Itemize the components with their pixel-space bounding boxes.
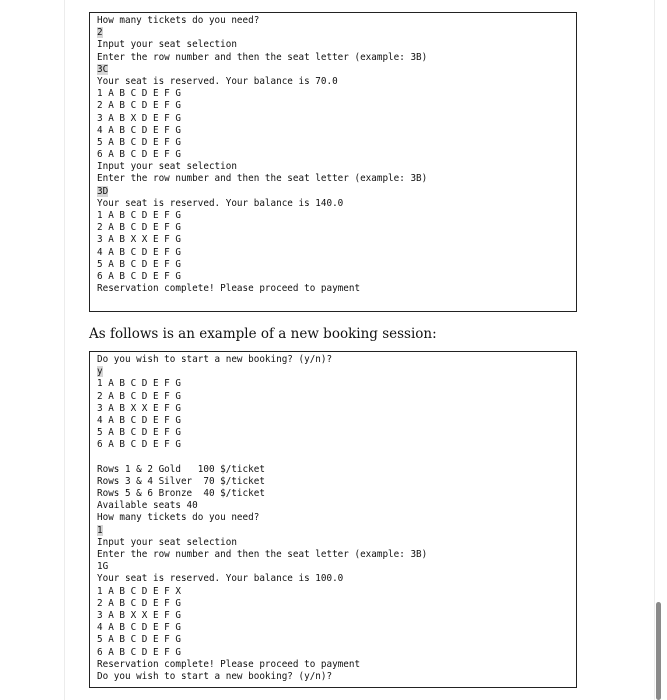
output-text: 3 A B X X E F G (97, 609, 181, 621)
console-output-line (97, 100, 576, 112)
output-text: Input your seat selection (97, 536, 237, 548)
console-output-line (97, 647, 576, 659)
user-input-text: 2 (97, 27, 103, 39)
console-output-line (97, 659, 576, 671)
output-text: How many tickets do you need? (97, 15, 260, 26)
console-user-input-line (97, 64, 576, 76)
output-text: 6 A B C D E F G (97, 270, 181, 282)
console-output-line (97, 76, 576, 88)
console-user-input-line (97, 366, 576, 378)
output-text: Input your seat selection (97, 161, 237, 173)
output-text: 3 A B X X E F G (97, 402, 181, 414)
output-text: Do you wish to start a new booking? (y/n)? (97, 354, 333, 365)
console-output-line (97, 391, 576, 403)
console-output-line (97, 586, 576, 598)
output-text: Rows 5 & 6 Bronze 40 $/ticket (97, 488, 265, 500)
user-input-text: 3C (97, 63, 109, 75)
output-text: Reservation complete! Please proceed to payment (97, 658, 361, 670)
console-output-line (97, 500, 576, 512)
console-output-line (97, 125, 576, 137)
output-text: 6 A B C D E F G (97, 646, 181, 658)
page-left-edge (64, 0, 65, 700)
output-text: Available seats 40 (97, 500, 198, 512)
console-output-line (97, 173, 576, 185)
console-output-line (97, 634, 576, 646)
console-output-box-1 (89, 12, 577, 312)
output-text: Enter the row number and then the seat letter (example: 3B) (97, 549, 428, 560)
user-input-text: 1 (97, 524, 103, 536)
output-text: 5 A B C D E F G (97, 258, 181, 270)
console-output-line (97, 271, 576, 283)
output-text: 1 A B C D E F G (97, 378, 181, 390)
output-text: Enter the row number and then the seat letter (example: 3B) (97, 173, 428, 185)
console-output-line (97, 354, 576, 366)
console-user-input-line (97, 525, 576, 537)
console-output-line (97, 452, 576, 464)
console-output-line (97, 113, 576, 125)
output-text: 2 A B C D E F G (97, 597, 181, 609)
console-output-line (97, 88, 576, 100)
output-text: 1 A B C D E F G (97, 88, 181, 100)
console-output-line (97, 488, 576, 500)
console-output-line (97, 476, 576, 488)
console-output-line (97, 149, 576, 161)
console-output-line (97, 573, 576, 585)
output-text: How many tickets do you need? (97, 512, 260, 524)
output-text: 1G (97, 561, 109, 573)
console-output-line (97, 222, 576, 234)
console-output-line (97, 39, 576, 51)
console-output-line (97, 283, 576, 295)
output-text: Rows 3 & 4 Silver 70 $/ticket (97, 475, 265, 487)
output-text: 2 A B C D E F G (97, 100, 181, 112)
output-text: 3 A B X D E F G (97, 112, 181, 124)
console-output-line (97, 610, 576, 622)
console-output-box-2 (89, 351, 577, 688)
output-text: 2 A B C D E F G (97, 222, 181, 234)
console-output-line (97, 259, 576, 271)
console-output-line (97, 439, 576, 451)
output-text: Your seat is reserved. Your balance is 100.0 (97, 573, 344, 585)
console-output-line (97, 512, 576, 524)
console-output-line (97, 161, 576, 173)
console-output-line (97, 671, 576, 683)
console-output-line (97, 52, 576, 64)
output-text: 2 A B C D E F G (97, 390, 181, 402)
page-right-edge (654, 0, 655, 700)
output-text: 3 A B X X E F G (97, 234, 181, 246)
output-text: Your seat is reserved. Your balance is 70.0 (97, 75, 338, 87)
output-text: 6 A B C D E F G (97, 149, 181, 161)
output-text: 1 A B C D E F X (97, 585, 181, 597)
output-text: Do you wish to start a new booking? (y/n)? (97, 670, 333, 682)
console-output-line (97, 378, 576, 390)
console-output-line (97, 464, 576, 476)
console-output-line (97, 234, 576, 246)
example-caption: As follows is an example of a new booking session: (89, 326, 437, 342)
console-output-line (97, 15, 576, 27)
console-output-line (97, 247, 576, 259)
output-text: 6 A B C D E F G (97, 439, 181, 451)
output-text: Your seat is reserved. Your balance is 140.0 (97, 197, 344, 209)
console-output-line (97, 427, 576, 439)
output-text: 1 A B C D E F G (97, 210, 181, 221)
console-user-input-line (97, 27, 576, 39)
output-text: Rows 1 & 2 Gold 100 $/ticket (97, 463, 265, 475)
output-text: 4 A B C D E F G (97, 124, 181, 136)
user-input-text: y (97, 366, 103, 378)
console-output-line (97, 198, 576, 210)
output-text: Reservation complete! Please proceed to payment (97, 283, 361, 295)
console-user-input-line (97, 186, 576, 198)
console-output-line (97, 598, 576, 610)
user-input-text: 3D (97, 185, 109, 197)
output-text: 4 A B C D E F G (97, 622, 181, 634)
output-text: 5 A B C D E F G (97, 427, 181, 439)
output-text: Enter the row number and then the seat letter (example: 3B) (97, 51, 428, 63)
output-text: 5 A B C D E F G (97, 634, 181, 646)
console-output-line (97, 415, 576, 427)
console-output-line (97, 137, 576, 149)
console-output-line (97, 549, 576, 561)
console-output-line (97, 403, 576, 415)
console-output-line (97, 537, 576, 549)
console-output-line (97, 622, 576, 634)
console-output-line (97, 561, 576, 573)
output-text: Input your seat selection (97, 39, 237, 51)
vertical-scrollbar-thumb[interactable] (656, 602, 661, 700)
output-text: 4 A B C D E F G (97, 246, 181, 258)
output-text: 4 A B C D E F G (97, 414, 181, 426)
output-text: 5 A B C D E F G (97, 136, 181, 148)
console-output-line (97, 210, 576, 222)
